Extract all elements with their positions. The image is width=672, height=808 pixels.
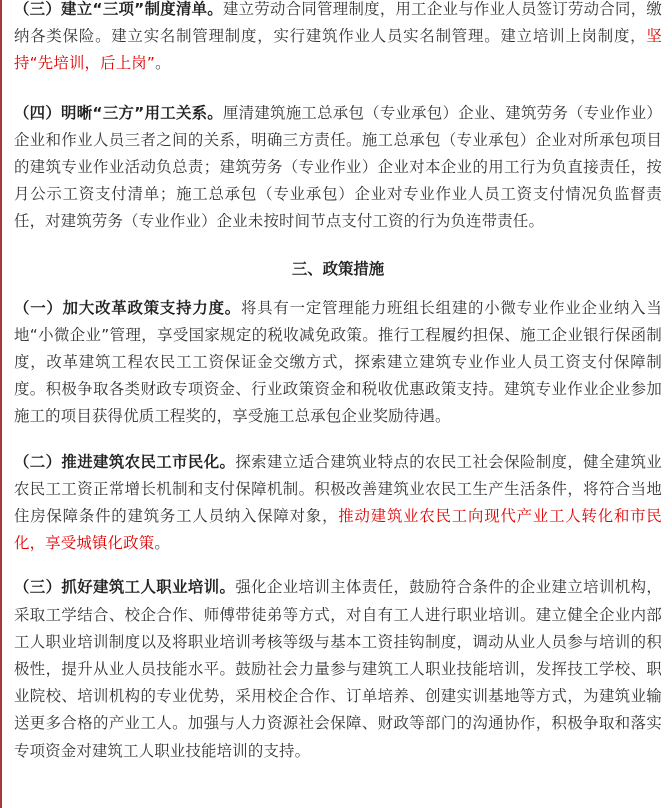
paragraph-title: （三）抓好建筑工人职业培训。 (14, 578, 236, 597)
paragraph-text: 建立劳动合同管理制度，用工企业与作业人员签订劳动合同，缴纳各类保险。建立实名制管理制度，实行建筑作业人员实名制管理。建立培训上岗制度， (14, 0, 662, 46)
paragraph-three-parties (14, 100, 662, 236)
highlight-text: 坚持“先培训，后上岗” (14, 27, 662, 73)
article-body (14, 0, 662, 765)
paragraph-title: （二）推进建筑农民工市民化。 (14, 452, 236, 471)
paragraph-text: 探索建立适合建筑业特点的农民工社会保险制度，健全建筑业农民工工资正常增长机制和支付保障机制。积极改善建筑业农民工生产生活条件，将符合当地住房保障条件的建筑务工人员纳入保障对象， (14, 452, 662, 526)
paragraph-text: 将具有一定管理能力班组长组建的小微专业作业企业纳入当地“小微企业”管理，享受国家规定的税收减免政策。推行工程履约担保、施工企业银行保函制度，改革建筑工程农民工工资保证金交缴方式，探索建立建筑专业作业人员工资支付保障制度。积极争取各类财政专项资金、行业政策资金和税收优惠政策支持。建筑专业作业企业参加施工的项目获得优质工程奖的，享受施工总承包企业奖励待遇。 (14, 298, 662, 426)
paragraph-reform-support (14, 295, 662, 431)
paragraph-urbanization (14, 449, 662, 558)
paragraph-tail: 。 (155, 54, 171, 73)
paragraph-title: （四）明晰“三方”用工关系。 (14, 103, 223, 122)
paragraph-tail: 。 (154, 534, 170, 553)
left-border-rule (0, 0, 2, 808)
paragraph-vocational-training (14, 574, 662, 764)
paragraph-title: （一）加大改革政策支持力度。 (14, 298, 242, 317)
paragraph-three-systems (14, 0, 662, 78)
paragraph-text: 强化企业培训主体责任，鼓励符合条件的企业建立培训机构，采取工学结合、校企合作、师傅带徒弟等方式，对自有工人进行职业培训。建立健全企业内部工人职业培训制度以及将职业培训考核等级与基本工资挂钩制度，调动从业人员参与培训的积极性，提升从业人员技能水平。鼓励社会力量参与建筑工人职业技能培训，发挥技工学校、职业院校、培训机构的专业优势，采用校企合作、订单培养、创建实训基地等方式，为建筑业输送更多合格的产业工人。加强与人力资源社会保障、财政等部门的沟通协作，积极争取和落实专项资金对建筑工人职业技能培训的支持。 (14, 578, 662, 760)
section-heading: 三、政策措施 (291, 259, 385, 278)
highlight-text: 推动建筑业农民工向现代产业工人转化和市民化，享受城镇化政策 (14, 507, 662, 553)
paragraph-text: 厘清建筑施工总承包（专业承包）企业、建筑劳务（专业作业）企业和作业人员三者之间的关系，明确三方责任。施工总承包（专业承包）企业对所承包项目的建筑专业作业活动负总责；建筑劳务（专业作业）企业对本企业的用工行为负直接责任，按月公示工资支付清单；施工总承包（专业承包）企业对专业作业人员工资支付情况负监督责任，对建筑劳务（专业作业）企业未按时间节点支付工资的行为负连带责任。 (14, 103, 662, 231)
paragraph-title: （三）建立“三项”制度清单。 (14, 0, 223, 18)
